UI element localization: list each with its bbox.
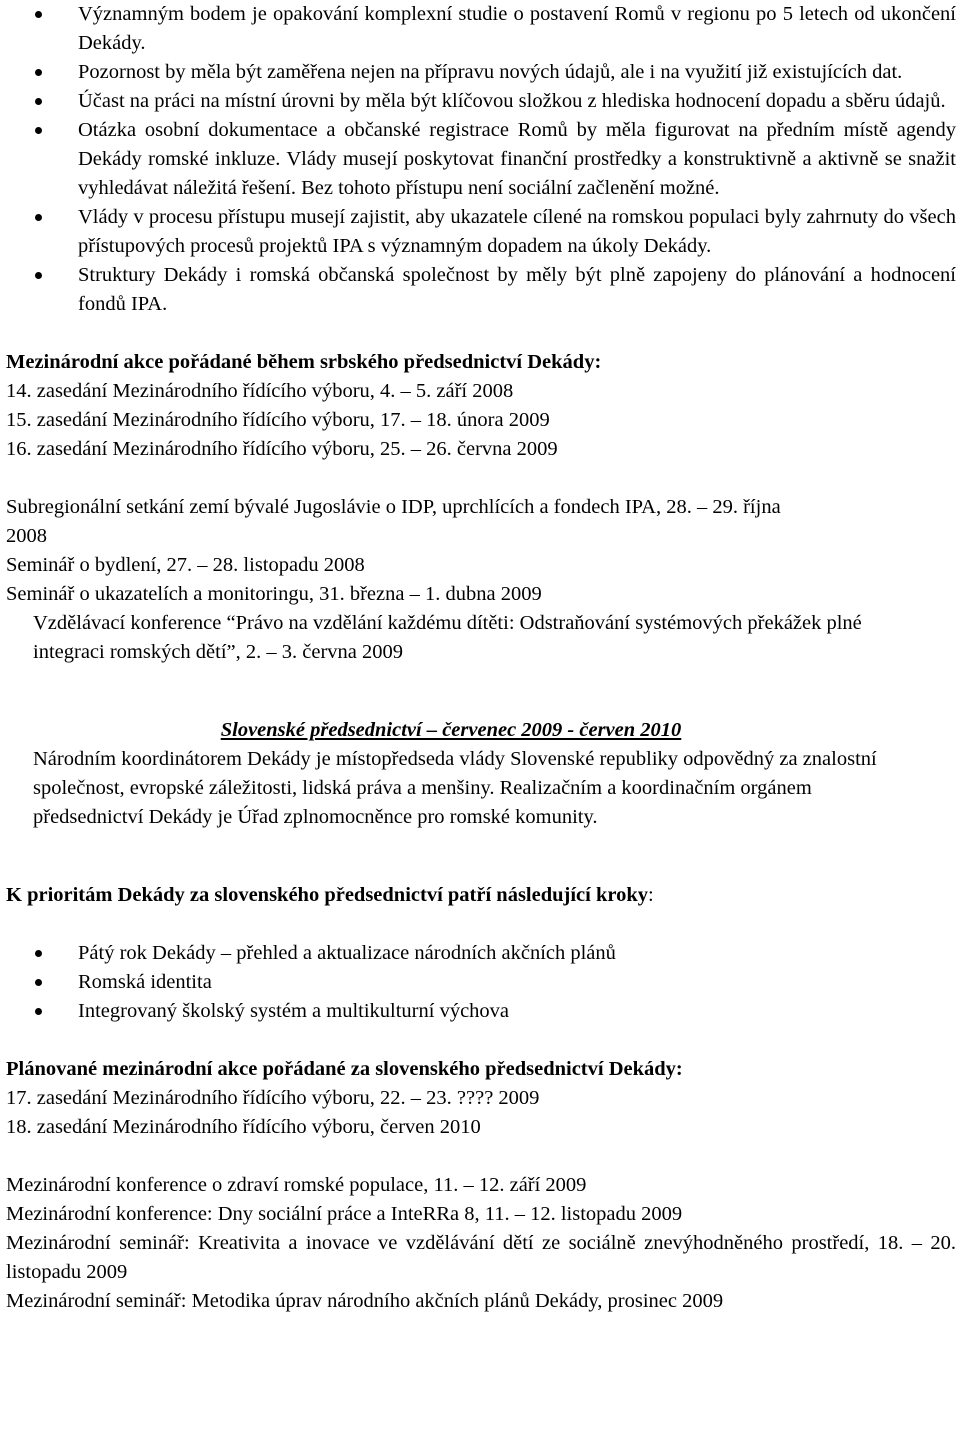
slovak-presidency-title: Slovenské předsednictví – červenec 2009 - červen 2010 — [220, 719, 682, 741]
meeting-line: 16. zasedání Mezinárodního řídícího výboru, 25. – 26. června 2009 — [6, 438, 558, 460]
priorities-list — [6, 939, 956, 1026]
conference-line: Vzdělávací konference “Právo na vzdělání každému dítěti: Odstraňování systémových překážek plné integraci romských dětí”, 2. – 3. června 2009 — [33, 612, 862, 663]
spacer — [6, 667, 956, 696]
spacer — [6, 464, 956, 493]
meeting-line: 17. zasedání Mezinárodního řídícího výboru, 22. – 23. ???? 2009 — [6, 1087, 540, 1109]
meeting-line: 14. zasedání Mezinárodního řídícího výboru, 4. – 5. září 2008 — [6, 380, 514, 402]
spacer — [6, 832, 956, 861]
event-line: Seminář o bydlení, 27. – 28. listopadu 2008 — [6, 554, 365, 576]
event-line: Mezinárodní seminář: Metodika úprav národního akčních plánů Dekády, prosinec 2009 — [6, 1290, 724, 1312]
event-line: Subregionální setkání zemí bývalé Jugoslávie o IDP, uprchlících a fondech IPA, 28. – 29. října 2008 — [6, 496, 781, 547]
event-line: Seminář o ukazatelích a monitoringu, 31. března – 1. dubna 2009 — [6, 583, 542, 605]
list-item: Pátý rok Dekády – přehled a aktualizace národních akčních plánů — [6, 939, 956, 968]
list-item: Otázka osobní dokumentace a občanské registrace Romů by měla figurovat na předním místě agendy Dekády romské inkluze. Vlády musejí poskytovat finanční prostředky a konstruktivně a aktivně se snažit vyhledávat náležitá řešení. Bez tohoto přístupu není sociální začlenění možné. — [6, 116, 956, 203]
meeting-line: 15. zasedání Mezinárodního řídícího výboru, 17. – 18. února 2009 — [6, 409, 550, 431]
meeting-line: 18. zasedání Mezinárodního řídícího výboru, červen 2010 — [6, 1116, 481, 1138]
slovak-intro: Národním koordinátorem Dekády je místopředseda vlády Slovenské republiky odpovědný za znalostní společnost, evropské záležitosti, lidská práva a menšiny. Realizačním a koordinačním orgánem předsednictví Dekády je Úřad zplnomocněnce pro romské komunity. — [33, 748, 877, 828]
list-item: Struktury Dekády i romská občanská společnost by měly být plně zapojeny do plánování a hodnocení fondů IPA. — [6, 261, 956, 319]
planned-events-heading: Plánované mezinárodní akce pořádané za slovenského předsednictví Dekády: — [6, 1058, 683, 1080]
spacer — [6, 1142, 956, 1171]
list-item: Vlády v procesu přístupu musejí zajistit, aby ukazatele cílené na romskou populaci byly zahrnuty do všech přístupových procesů projektů IPA s významným dopadem na úkoly Dekády. — [6, 203, 956, 261]
list-item: Významným bodem je opakování komplexní studie o postavení Romů v regionu po 5 letech od ukončení Dekády. — [6, 0, 956, 58]
document-page — [6, 0, 956, 1316]
serbian-events-heading: Mezinárodní akce pořádané během srbského předsednictví Dekády: — [6, 351, 602, 373]
recommendations-list — [6, 0, 956, 319]
list-item: Integrovaný školský systém a multikulturní výchova — [6, 997, 956, 1026]
spacer — [6, 1026, 956, 1055]
spacer — [6, 319, 956, 348]
spacer — [6, 910, 956, 939]
list-item: Romská identita — [6, 968, 956, 997]
event-line: Mezinárodní konference o zdraví romské populace, 11. – 12. září 2009 — [6, 1174, 587, 1196]
spacer — [6, 861, 956, 881]
event-line: Mezinárodní konference: Dny sociální práce a InteRRa 8, 11. – 12. listopadu 2009 — [6, 1203, 683, 1225]
list-item: Účast na práci na místní úrovni by měla být klíčovou složkou z hlediska hodnocení dopadu a sběru údajů. — [6, 87, 956, 116]
event-line: Mezinárodní seminář: Kreativita a inovace ve vzdělávání dětí ze sociálně znevýhodněného prostředí, 18. – 20. listopadu 2009 — [6, 1232, 956, 1283]
spacer — [6, 696, 956, 716]
priorities-heading-text: K prioritám Dekády za slovenského předsednictví patří následující kroky — [6, 884, 648, 906]
list-item: Pozornost by měla být zaměřena nejen na přípravu nových údajů, ale i na využití již existujících dat. — [6, 58, 956, 87]
priorities-heading — [6, 881, 956, 910]
priorities-heading-colon: : — [648, 884, 654, 906]
